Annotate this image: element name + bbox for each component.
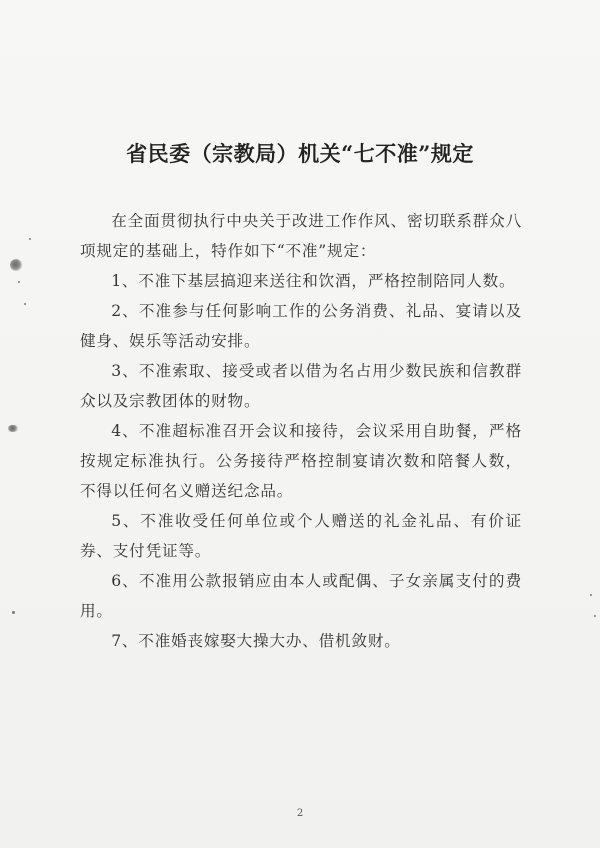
scan-speck [24,303,26,305]
scan-speck [29,238,31,240]
document-title: 省民委（宗教局）机关“七不准”规定 [126,141,474,166]
rule-item-2: 2、不准参与任何影响工作的公务消费、礼品、宴请以及健身、娱乐等活动安排。 [80,302,522,350]
scan-speck [18,281,20,283]
intro-paragraph: 在全面贯彻执行中央关于改进工作作风、密切联系群众八项规定的基础上，特作如下“不准”规定： [80,212,522,260]
rule-item-7: 7、不准婚丧嫁娶大操大办、借机敛财。 [111,632,401,650]
rule-item-4: 4、不准超标准召开会议和接待，会议采用自助餐，严格按规定标准执行。公务接待严格控制宴请次数和陪餐人数，不得以任何名义赠送纪念品。 [80,422,522,500]
rule-item-3: 3、不准索取、接受或者以借为名占用少数民族和信教群众以及宗教团体的财物。 [80,362,522,410]
rule-item-6: 6、不准用公款报销应由本人或配偶、子女亲属支付的费用。 [80,572,522,620]
rule-item-5: 5、不准收受任何单位或个人赠送的礼金礼品、有价证券、支付凭证等。 [80,512,522,560]
rule-item-1: 1、不准下基层搞迎来送往和饮酒，严格控制陪同人数。 [111,272,516,290]
binding-hole-mark [10,259,22,271]
binding-hole-mark [8,425,18,432]
scan-speck [12,611,15,614]
document-body [80,206,522,656]
scan-speck [590,594,592,596]
page-number: 2 [296,808,304,819]
scan-speck [594,615,596,617]
